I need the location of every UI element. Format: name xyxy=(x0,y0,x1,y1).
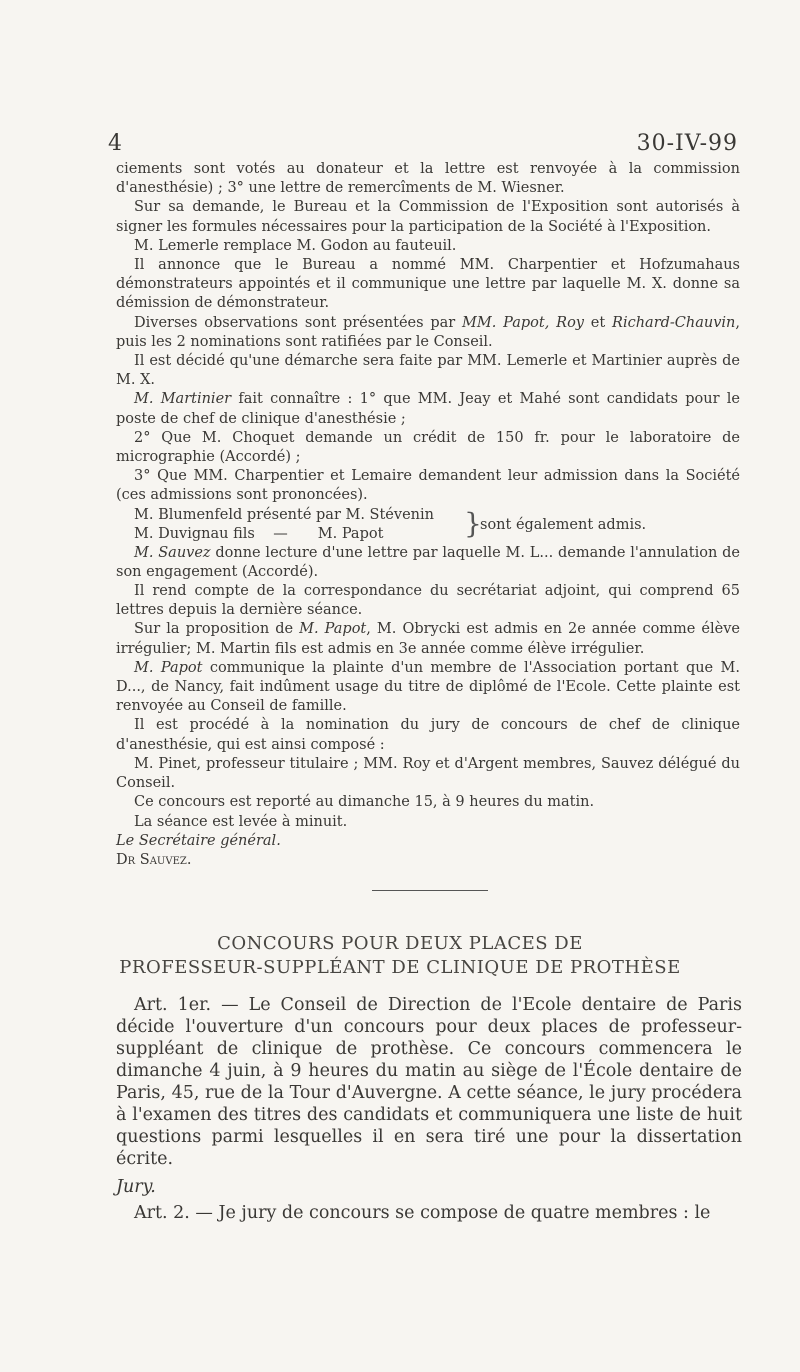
minutes-paragraph: Il annonce que le Bureau a nommé MM. Charpentier et Hofzumahaus démonstrateurs appointés et il communique une lettre par laquelle M. X. donne sa démission de démonstrateur. xyxy=(116,257,740,312)
minutes-paragraph xyxy=(116,544,740,582)
admission-line xyxy=(134,525,383,544)
concours-rules xyxy=(116,994,742,1224)
speaker-name: M. Papot xyxy=(299,621,367,638)
meeting-minutes xyxy=(116,160,740,870)
minutes-paragraph: ciements sont votés au donateur et la lettre est renvoyée à la commission d'anesthésie) ; 3° une lettre de remercîments de M. Wiesner. xyxy=(116,161,740,197)
text-run: , M. Obrycki est admis en 2e année comme élève irrégulier; M. Martin fils est admis en 3e année comme élève irrégulier. xyxy=(116,621,741,657)
signature-name: Dr Sauvez. xyxy=(116,851,192,868)
title-line: PROFESSEUR-SUPPLÉANT DE CLINIQUE DE PROTHÈSE xyxy=(119,957,681,978)
speaker-name: M. Papot xyxy=(134,659,203,676)
text-run: Le Secrétaire général. xyxy=(116,832,281,849)
text-run: , puis les 2 nominations sont ratifiées par le Conseil. xyxy=(116,314,740,350)
brace-icon: } xyxy=(464,506,482,540)
text-run: et xyxy=(584,314,613,331)
text-run: Sur la proposition de xyxy=(134,621,300,638)
names-italic: MM. Papot, Roy xyxy=(462,314,584,331)
admissions-block xyxy=(116,506,740,544)
speaker-name: M. Martinier xyxy=(134,391,232,408)
minutes-paragraph: M. Pinet, professeur titulaire ; MM. Roy et d'Argent membres, Sauvez délégué du Conseil. xyxy=(116,755,740,792)
text-run: M. Duvignau fils — xyxy=(134,525,288,542)
minutes-paragraph xyxy=(116,390,740,428)
section-title xyxy=(60,932,740,980)
text-run: fait connaître : 1° que MM. Jeay et Mahé sont candidats pour le poste de chef de clinique d'anesthésie ; xyxy=(116,391,740,427)
admission-result: sont également admis. xyxy=(480,516,647,533)
minutes-paragraph xyxy=(116,659,740,717)
section-divider xyxy=(372,890,488,891)
jury-heading: Jury. xyxy=(116,1177,156,1197)
speaker-name: M. Sauvez xyxy=(134,544,211,561)
minutes-paragraph: Ce concours est reporté au dimanche 15, à 9 heures du matin. xyxy=(134,794,595,811)
text-run: donne lecture d'une lettre par laquelle M. L... demande l'annulation de son engagement (Accordé). xyxy=(116,544,740,580)
minutes-paragraph: Sur sa demande, le Bureau et la Commission de l'Exposition sont autorisés à signer les formules nécessaires pour la participation de la Société à l'Exposition. xyxy=(116,199,740,235)
minutes-paragraph: Il rend compte de la correspondance du secrétariat adjoint, qui comprend 65 lettres depuis la dernière séance. xyxy=(116,583,740,619)
admission-line: M. Blumenfeld présenté par M. Stévenin xyxy=(134,506,434,523)
minutes-paragraph: Il est procédé à la nomination du jury de concours de chef de clinique d'anesthésie, qui est ainsi composé : xyxy=(116,717,740,753)
minutes-paragraph: M. Lemerle remplace M. Godon au fauteuil. xyxy=(134,237,457,254)
minutes-paragraph: Il est décidé qu'une démarche sera faite par MM. Lemerle et Martinier auprès de M. X. xyxy=(116,353,740,389)
page-number: 4 xyxy=(108,131,122,156)
signature-role xyxy=(116,832,740,851)
minutes-paragraph: 2° Que M. Choquet demande un crédit de 150 fr. pour le laboratoire de micrographie (Accordé) ; xyxy=(116,429,740,466)
minutes-paragraph xyxy=(116,314,740,352)
page-date: 30-IV-99 xyxy=(636,131,738,156)
article-1: Art. 1er. — Le Conseil de Direction de l'Ecole dentaire de Paris décide l'ouverture d'un concours pour deux places de professeur-suppléant de clinique de prothèse. Ce concours commencera le dimanche 4 juin, à 9 heures du matin au siège de l'École dentaire de Paris, 45, rue de la Tour d'Auvergne. A cette séance, le jury procédera à l'examen des titres des candidats et communiquera une liste de huit questions parmi lesquelles il en sera tiré une pour la dissertation écrite. xyxy=(116,995,742,1169)
text-run: communique la plainte d'un membre de l'Association portant que M. D..., de Nancy, fait indûment usage du titre de diplômé de l'Ecole. Cette plainte est renvoyée au Conseil de famille. xyxy=(116,659,740,715)
text-run: Diverses observations sont présentées par xyxy=(134,314,463,331)
title-line: CONCOURS POUR DEUX PLACES DE xyxy=(217,933,583,954)
minutes-paragraph: La séance est levée à minuit. xyxy=(134,813,348,830)
names-italic: Richard-Chauvin xyxy=(612,314,736,331)
text-run: M. Papot xyxy=(317,525,384,542)
minutes-paragraph xyxy=(116,620,740,658)
article-2: Art. 2. — Je jury de concours se compose de quatre membres : le xyxy=(134,1203,711,1223)
minutes-paragraph: 3° Que MM. Charpentier et Lemaire demandent leur admission dans la Société (ces admissions sont prononcées). xyxy=(116,468,740,504)
page-header xyxy=(108,131,738,161)
